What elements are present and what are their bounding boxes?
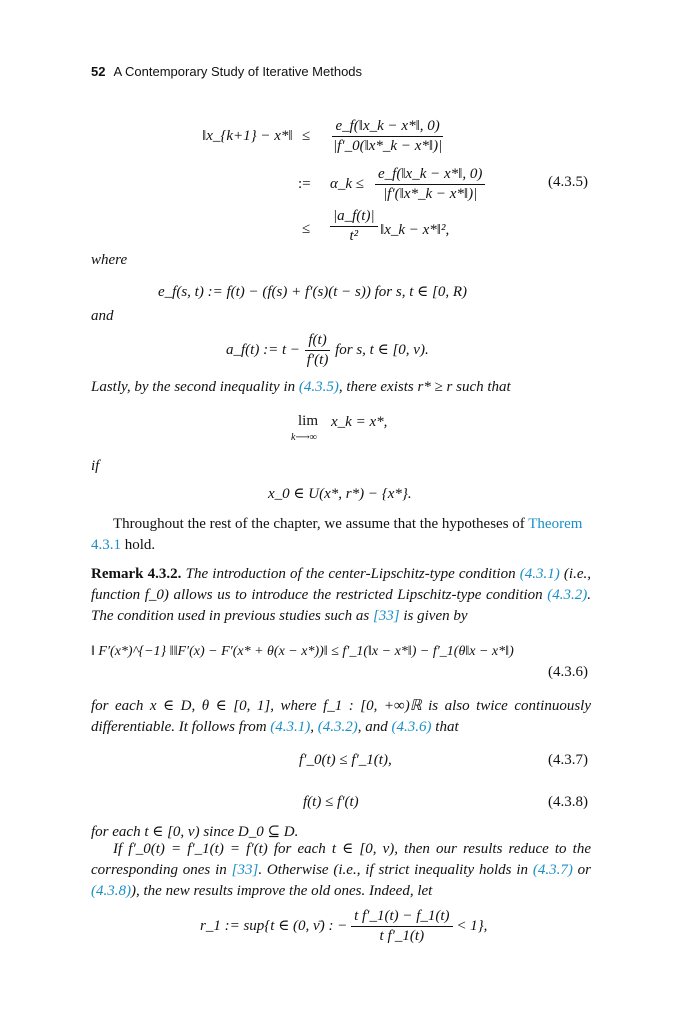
- link-eq-4-3-8[interactable]: (4.3.8): [91, 883, 131, 899]
- foreach-t-line: for each t ∈ [0, ν) since D_0 ⊆ D.: [91, 824, 299, 840]
- foreach-comma-2: , and: [357, 719, 392, 735]
- page-number: 52: [91, 64, 106, 79]
- remark-title: Remark 4.3.2.: [91, 566, 182, 582]
- eq-alpha: α_k ≤: [330, 176, 365, 192]
- af-denominator: f′(t): [306, 352, 329, 368]
- lastly-paragraph: [91, 377, 591, 398]
- eq-label-4-3-8: (4.3.8): [548, 794, 588, 810]
- eq-label-4-3-5: (4.3.5): [548, 174, 588, 190]
- limit-expr: x_k = x*,: [331, 414, 388, 430]
- r1-tail: < 1},: [456, 917, 488, 934]
- foreach-paragraph: [91, 696, 591, 738]
- throughout-text-2: hold.: [121, 537, 156, 553]
- book-title: A Contemporary Study of Iterative Methods: [113, 64, 363, 79]
- lastly-text-2: , there exists r* ≥ r such that: [338, 379, 511, 395]
- eq-4-3-7-expr: f′_0(t) ≤ f′_1(t),: [299, 752, 392, 768]
- eq-frac-1: [330, 118, 445, 155]
- af-numerator: f(t): [305, 332, 329, 351]
- if-paragraph: [91, 839, 591, 902]
- remark-4-3-2: [91, 564, 591, 627]
- frac-1-denominator: |f′_0(‖x*_k − x*‖)|: [333, 138, 443, 154]
- frac-3-numerator: |a_f(t)|: [330, 208, 378, 227]
- link-eq-4-3-1-b[interactable]: (4.3.1): [270, 719, 311, 735]
- limit-sub: k⟶∞: [291, 432, 317, 443]
- eq-rel-1: ≤: [302, 128, 311, 144]
- eq-frac-2: [375, 166, 485, 203]
- eq-label-4-3-6: (4.3.6): [548, 664, 588, 680]
- x0-condition: x_0 ∈ U(x*, r*) − {x*}.: [268, 486, 412, 502]
- running-head: [91, 64, 362, 79]
- link-eq-4-3-7[interactable]: (4.3.7): [532, 862, 573, 878]
- eq-frac-3-tail: ‖x_k − x*‖²,: [380, 222, 450, 238]
- throughout-paragraph: [91, 514, 591, 556]
- eq-4-3-6-expr: ‖ F′(x*)^{−1} ‖‖F′(x) − F′(x* + θ(x − x*))‖ ≤ f′_1(‖x − x*‖) − f′_1(θ‖x − x*‖): [91, 644, 514, 659]
- link-ref-33-b[interactable]: [33]: [231, 862, 259, 878]
- link-theorem-4-3-1[interactable]: Theorem 4.3.1: [91, 516, 583, 553]
- if-text-3: or: [572, 862, 592, 878]
- frac-2-denominator: |f′(‖x*_k − x*‖)|: [383, 186, 478, 202]
- remark-text-3: . The condition used in previous studies such as: [91, 587, 591, 624]
- and-label: and: [91, 308, 114, 324]
- link-eq-4-3-2-b[interactable]: (4.3.2): [317, 719, 358, 735]
- remark-text-4: is given by: [399, 608, 468, 624]
- eq-label-4-3-7: (4.3.7): [548, 752, 588, 768]
- link-eq-4-3-2[interactable]: (4.3.2): [547, 587, 588, 603]
- frac-3-denominator: t²: [349, 228, 359, 244]
- r1-definition: [200, 908, 487, 945]
- foreach-text-2: that: [431, 719, 459, 735]
- r1-denominator: t f′_1(t): [379, 928, 425, 944]
- eq-frac-3: [330, 208, 378, 245]
- eq-lhs: ‖x_{k+1} − x*‖: [202, 128, 293, 144]
- if-text-4: ), the new results improve the old ones. Indeed, let: [131, 883, 433, 899]
- af-tail: for s, t ∈ [0, ν).: [335, 341, 429, 358]
- frac-2-numerator: e_f(‖x_k − x*‖, 0): [375, 166, 485, 185]
- where-label: where: [91, 252, 128, 268]
- remark-text-2: (i.e., function f_0) allows us to introduce the restricted Lipschitz-type condition: [91, 566, 591, 603]
- r1-lhs: r_1 := sup{t ∈ (0, ν̄) : −: [200, 917, 348, 934]
- frac-1-numerator: e_f(‖x_k − x*‖, 0): [332, 118, 442, 137]
- link-eq-4-3-1[interactable]: (4.3.1): [519, 566, 560, 582]
- link-ref-33[interactable]: [33]: [372, 608, 400, 624]
- throughout-text-1: Throughout the rest of the chapter, we assume that the hypotheses of: [113, 516, 529, 532]
- foreach-comma-1: ,: [310, 719, 318, 735]
- eq-rel-2: :=: [298, 176, 311, 192]
- r1-numerator: t f′_1(t) − f_1(t): [351, 908, 452, 927]
- if-text-2: . Otherwise (i.e., if strict inequality holds in: [258, 862, 533, 878]
- remark-text-1: The introduction of the center-Lipschitz-type condition: [181, 566, 520, 582]
- link-eq-4-3-6[interactable]: (4.3.6): [391, 719, 432, 735]
- eq-rel-3: ≤: [302, 221, 311, 237]
- if-label: if: [91, 458, 100, 474]
- lastly-text-1: Lastly, by the second inequality in: [91, 379, 299, 395]
- eq-4-3-8-expr: f(t) ≤ f′(t): [303, 794, 359, 810]
- limit-lim: lim: [298, 413, 319, 429]
- if-text-1: If f′_0(t) = f′_1(t) = f′(t) for each t ∈ [0, ν), then our results reduce to the corresponding ones in: [91, 841, 591, 878]
- af-definition: [226, 332, 429, 369]
- ef-definition: e_f(s, t) := f(t) − (f(s) + f′(s)(t − s)) for s, t ∈ [0, R): [158, 284, 467, 300]
- foreach-text-1: for each x ∈ D, θ ∈ [0, 1], where f_1 : [0, +∞)ℝ is also twice continuously differentiable. It follows from: [91, 698, 591, 735]
- link-eq-4-3-5[interactable]: (4.3.5): [298, 379, 339, 395]
- af-lhs: a_f(t) := t −: [226, 341, 300, 358]
